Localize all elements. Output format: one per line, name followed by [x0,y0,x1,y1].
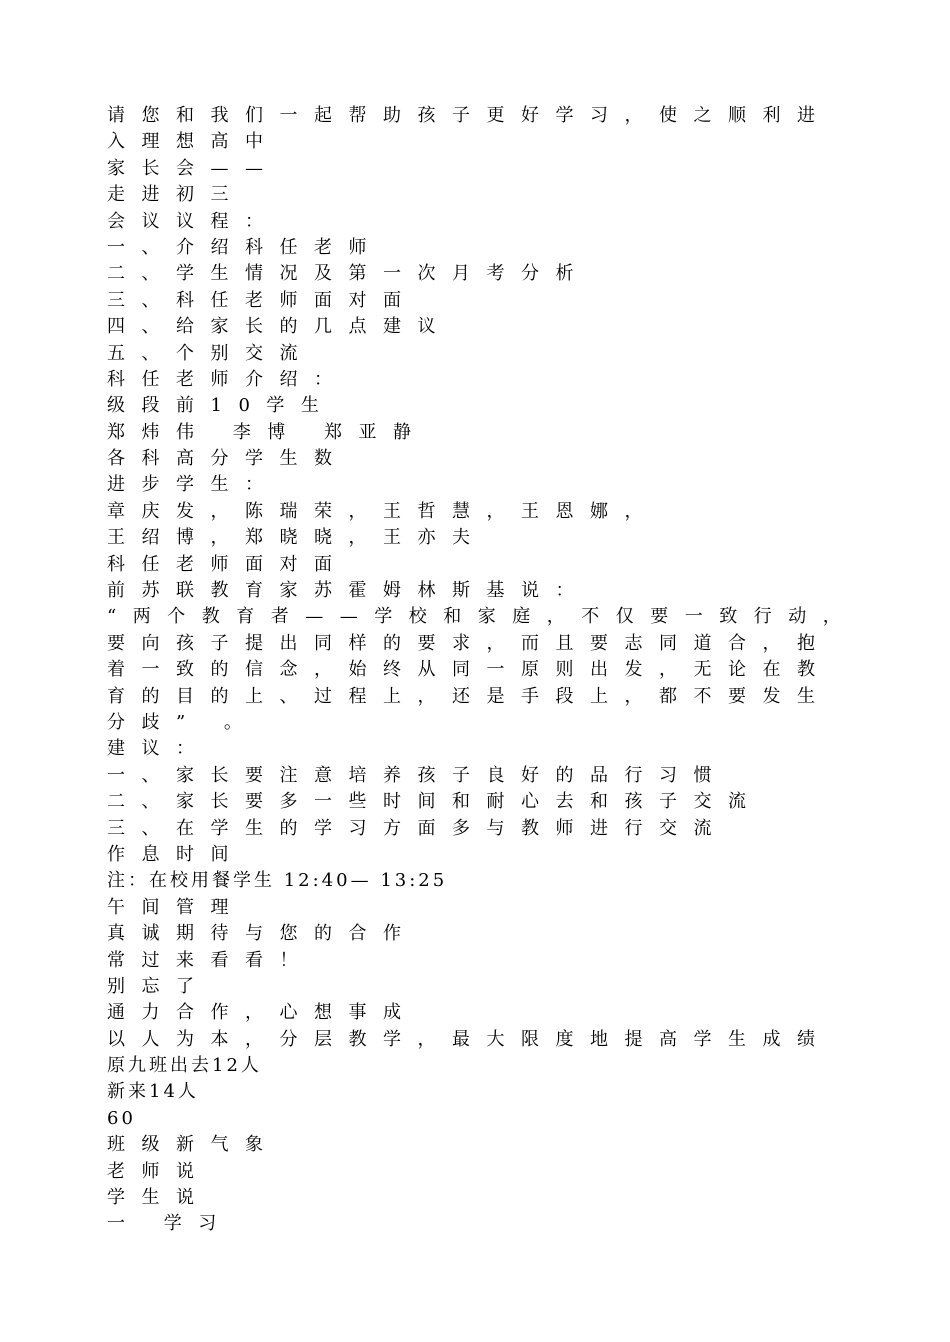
text-line: 建议： [107,738,211,760]
text-line: 午间管理 [107,896,245,918]
text-line: 原九班出去12人 [107,1055,262,1077]
text-line: 以人为本，分层教学，最大限度地提高学生成绩 [107,1028,832,1050]
text-line: 各科高分学生数 [107,448,349,470]
text-line: 一、家长要注意培养孩子良好的品行习惯 [107,764,728,786]
text-line: 请您和我们一起帮助孩子更好学习，使之顺利进 [107,105,832,126]
text-line: 二、学生情况及第一次月考分析 [107,263,590,285]
text-line: 王绍博，郑晓晓，王亦夫 [107,527,487,549]
text-line: 着一致的信念，始终从同一原则出发，无论在教 [107,659,832,681]
text-line: 级段前10学生 [107,395,336,417]
text-line: 入理想高中 [107,131,280,153]
text-line: 育的目的上、过程上，还是手段上，都不要发生 [107,685,832,707]
text-line: 二、家长要多一些时间和耐心去和孩子交流 [107,791,763,813]
text-line: 真诚期待与您的合作 [107,923,418,945]
text-line: 通力合作，心想事成 [107,1002,418,1024]
text-line: 家长会—— [107,157,280,179]
text-line: 学生说 [107,1187,211,1209]
text-line: 注：在校用餐学生 12:40— 13:25 [107,870,448,892]
text-line: 老师说 [107,1160,211,1182]
text-line: 科任老师面对面 [107,553,349,575]
text-line: 会议议程： [107,210,280,232]
text-line: 作息时间 [107,843,245,865]
text-line: 科任老师介绍： [107,368,349,390]
text-line: 一、介绍科任老师 [107,236,383,258]
text-line: 要向孩子提出同样的要求，而且要志同道合，抱 [107,632,832,654]
document-body [107,103,867,1238]
text-line: 四、给家长的几点建议 [107,316,452,338]
text-line: 一 学习 [107,1213,233,1235]
text-line: 班级新气象 [107,1134,280,1156]
text-line: 新来14人 [107,1081,199,1103]
text-line: 别忘了 [107,975,211,997]
text-line: 进步学生： [107,474,280,496]
text-line: 常过来看看！ [107,949,314,971]
text-line: 前苏联教育家苏霍姆林斯基说： [107,580,590,602]
text-line: 五、个别交流 [107,342,314,364]
text-line: 分歧” 。 [107,711,259,733]
text-line: 三、在学生的学习方面多与教师进行交流 [107,817,728,839]
text-line: 章庆发，陈瑞荣，王哲慧，王恩娜， [107,500,659,522]
text-line: “两个教育者——学校和家庭，不仅要一致行动， [107,606,858,628]
text-line: 走进初三 [107,184,245,206]
text-line: 60 [107,1107,136,1129]
text-line: 三、科任老师面对面 [107,289,418,311]
text-line: 郑炜伟 李博 郑亚静 [107,421,428,443]
